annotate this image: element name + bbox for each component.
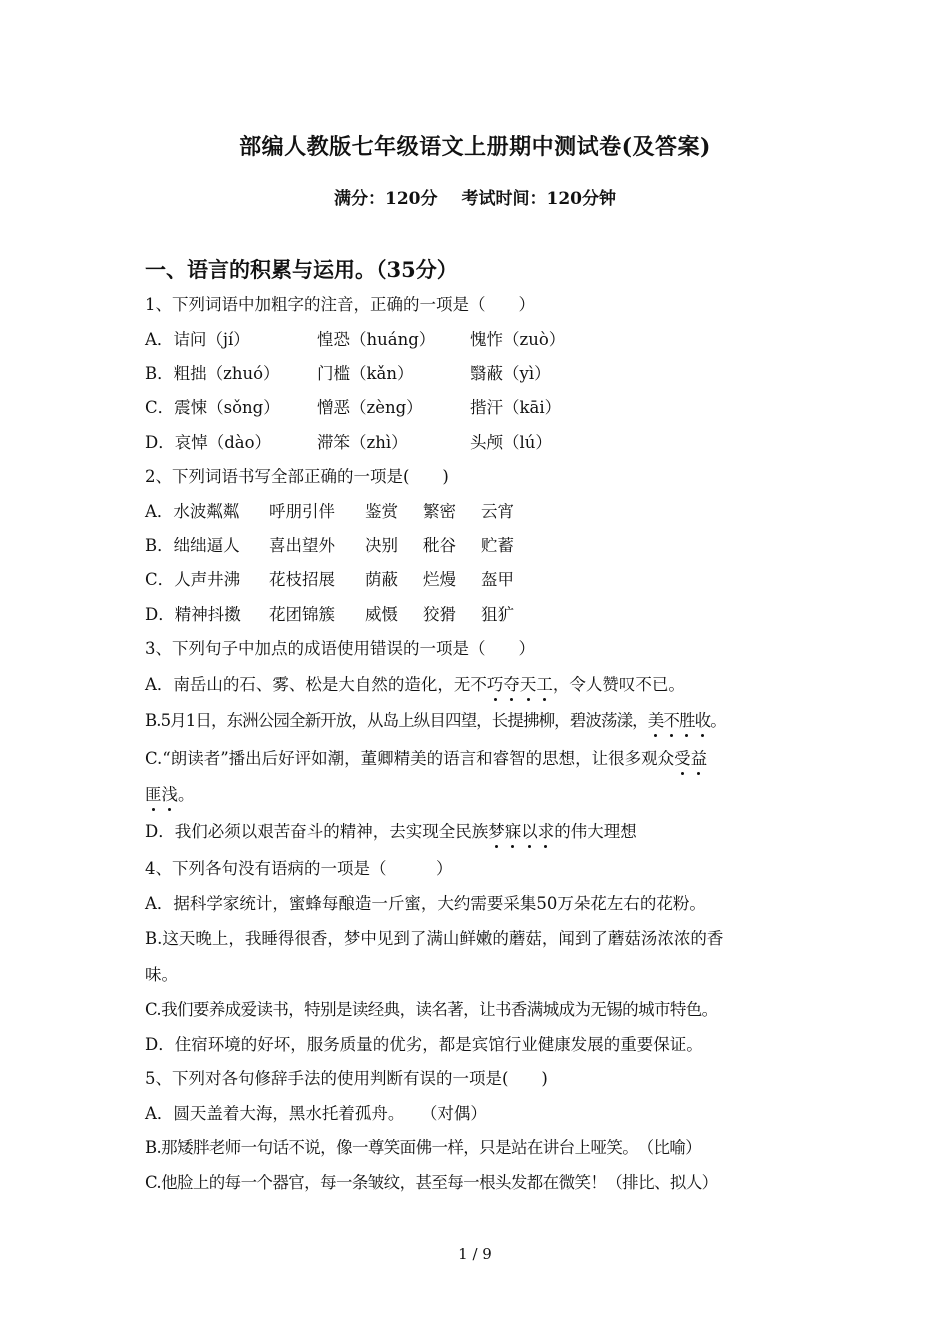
option-item: 门槛（kǎn） [317, 364, 414, 383]
dotted-char: 天 [519, 675, 537, 694]
section-heading: 一、语言的积累与运用。（35分） [145, 257, 458, 282]
option-item: 惶恐（huáng） [317, 330, 436, 349]
dotted-char: 求 [537, 822, 555, 841]
dotted-char: 寐 [504, 822, 522, 841]
q1-option-b [145, 363, 825, 385]
q5-option-c: C.他脸上的每一个器官，每一条皱纹，甚至每一根头发都在微笑！（排比、拟人） [145, 1173, 718, 1192]
dotted-idiom [487, 675, 553, 694]
option-item: 狡猾 [423, 605, 456, 624]
option-item: 狙犷 [481, 605, 514, 624]
option-item: 头颅（lú） [470, 433, 552, 452]
q2-option-b [145, 535, 825, 557]
option-item: 荫蔽 [365, 570, 398, 589]
question-4-stem: 4、下列各句没有语病的一项是（ ） [145, 859, 453, 878]
option-item: 花枝招展 [269, 570, 335, 589]
dotted-idiom [674, 749, 707, 768]
option-item: 花团锦簇 [269, 605, 335, 624]
sentence-text: ，令人赞叹不已。 [552, 675, 685, 694]
q3-option-c-cont [145, 784, 825, 806]
dotted-idiom [648, 711, 710, 730]
option-item: 揩汗（kāi） [470, 398, 562, 417]
dotted-idiom [145, 785, 178, 804]
dotted-char: 胜 [679, 711, 695, 730]
option-item: 愧怍（zuò） [470, 330, 566, 349]
question-5-stem: 5、下列对各句修辞手法的使用判断有误的一项是( ) [145, 1069, 548, 1088]
sentence-text: 。 [710, 711, 726, 730]
q4-option-b: B.这天晚上，我睡得很香，梦中见到了满山鲜嫩的蘑菇，闻到了蘑菇汤浓浓的香 [145, 929, 724, 948]
q1-option-a [145, 329, 825, 351]
dotted-char: 巧 [486, 675, 504, 694]
option-item: 贮蓄 [481, 536, 514, 555]
dotted-char: 美 [647, 711, 664, 730]
option-item: C．人声井沸 [145, 570, 241, 589]
option-item: A．诘问（jí） [145, 330, 250, 349]
dotted-idiom [488, 822, 554, 841]
page-title: 部编人教版七年级语文上册期中测试卷(及答案) [239, 134, 711, 160]
q1-option-d [145, 432, 825, 454]
q4-option-b-cont: 味。 [145, 965, 178, 984]
option-item: D．精神抖擞 [145, 605, 241, 624]
dotted-char: 益 [690, 749, 708, 768]
dotted-char: 不 [663, 711, 679, 730]
option-item: 憎恶（zèng） [317, 398, 423, 417]
page-number: 1 / 9 [458, 1245, 492, 1263]
dotted-char: 浅 [161, 785, 178, 804]
option-item: 烂熳 [423, 570, 456, 589]
option-item: 滞笨（zhì） [317, 433, 408, 452]
q2-option-a [145, 501, 825, 523]
option-item: 盔甲 [481, 570, 514, 589]
exam-time: 考试时间：120分钟 [461, 189, 616, 209]
option-item: 喜出望外 [269, 536, 335, 555]
q4-option-a: A．据科学家统计，蜜蜂每酿造一斤蜜，大约需要采集50万朵花左右的花粉。 [145, 894, 706, 913]
option-item: 威慑 [365, 605, 398, 624]
question-1-stem: 1、下列词语中加粗字的注音，正确的一项是（ ） [145, 295, 535, 314]
option-item: 翳蔽（yì） [470, 364, 551, 383]
sentence-text: A．南岳山的石、雾、松是大自然的造化，无不 [145, 675, 487, 694]
dotted-char: 匪 [145, 785, 162, 804]
sentence-text: B.5月1日，东洲公园全新开放，从岛上纵目四望，长提拂柳，碧波荡漾， [145, 711, 648, 730]
option-item: 云宵 [481, 502, 514, 521]
q4-option-d: D．住宿环境的好坏，服务质量的优劣，都是宾馆行业健康发展的重要保证。 [145, 1035, 703, 1054]
sentence-text: D．我们必须以艰苦奋斗的精神，去实现全民族 [145, 822, 489, 841]
q2-option-d [145, 604, 825, 626]
option-item: 秕谷 [423, 536, 456, 555]
sentence-text: 的伟大理想 [554, 822, 637, 841]
option-item: 呼朋引伴 [269, 502, 335, 521]
question-3-stem: 3、下列句子中加点的成语使用错误的一项是（ ） [145, 639, 535, 658]
option-item: D．哀悼（dào） [145, 433, 272, 452]
exam-info [0, 184, 950, 209]
option-item: 决别 [365, 536, 398, 555]
option-item: C．震悚（sǒng） [145, 398, 280, 417]
option-item: B．粗拙（zhuó） [145, 364, 280, 383]
q3-option-d [145, 821, 825, 843]
dotted-char: 受 [674, 749, 691, 768]
q1-option-c [145, 397, 825, 419]
sentence-text: C.“朗读者”播出后好评如潮，董卿精美的语言和睿智的思想，让很多观众 [145, 749, 675, 768]
q3-option-b [145, 710, 825, 732]
q5-option-a: A．圆天盖着大海，黑水托着孤舟。 （对偶） [145, 1104, 487, 1123]
q2-option-c [145, 569, 825, 591]
q4-option-c: C.我们要养成爱读书，特别是读经典，读名著，让书香满城成为无锡的城市特色。 [145, 1000, 718, 1019]
q3-option-a [145, 674, 825, 696]
dotted-char: 梦 [488, 822, 505, 841]
dotted-char: 以 [521, 822, 538, 841]
dotted-char: 工 [536, 675, 553, 694]
option-item: 鉴赏 [365, 502, 398, 521]
option-item: 繁密 [423, 502, 456, 521]
q5-option-b: B.那矮胖老师一句话不说，像一尊笑面佛一样，只是站在讲台上哑笑。 （比喻） [145, 1138, 702, 1157]
question-2-stem: 2、下列词语书写全部正确的一项是( ) [145, 467, 449, 486]
full-score: 满分：120分 [334, 189, 438, 209]
dotted-char: 夺 [503, 675, 520, 694]
option-item: A．水波粼粼 [145, 502, 240, 521]
dotted-char: 收 [694, 711, 711, 730]
q3-option-c [145, 748, 825, 770]
option-item: B．绌绌逼人 [145, 536, 240, 555]
sentence-text: 。 [178, 785, 195, 804]
